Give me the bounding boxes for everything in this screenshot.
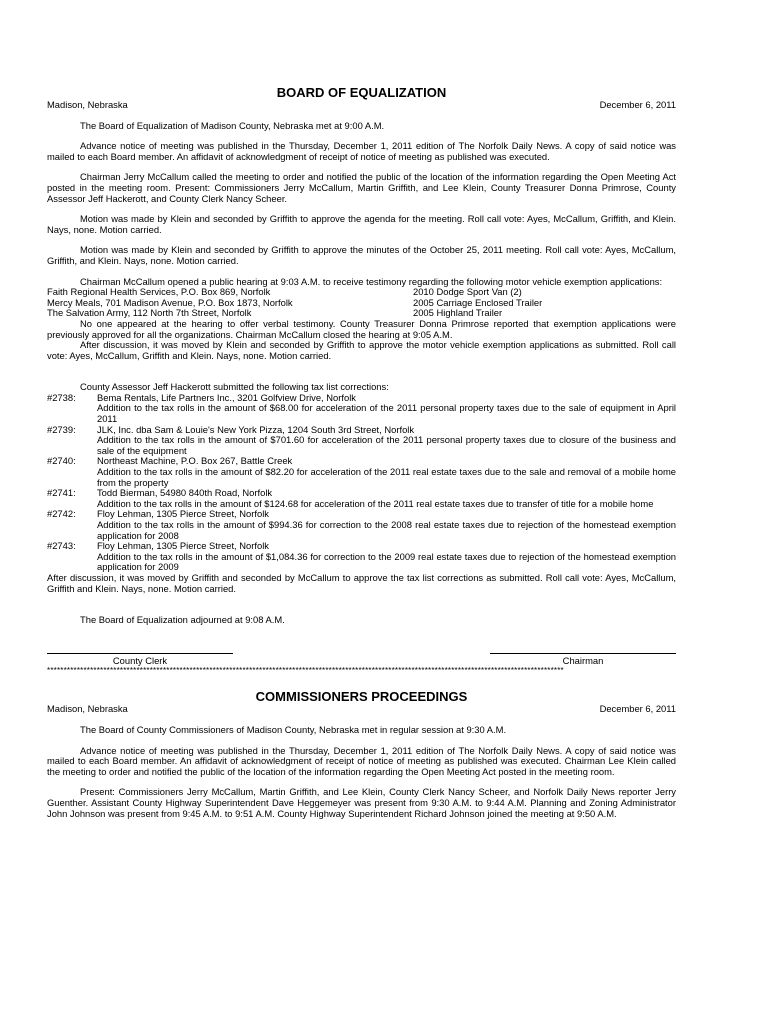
- application-org: The Salvation Army, 112 North 7th Street, Norfolk: [47, 307, 252, 319]
- boe-paragraph-1: The Board of Equalization of Madison County, Nebraska met at 9:00 A.M.: [80, 119, 385, 131]
- boe-paragraph-5: Motion was made by Klein and seconded by Griffith to approve the minutes of the October 25, 2011 meeting. Roll call vote: Ayes, McCallum, Griffith, and Klein. Nays, none. Motion carried.: [47, 244, 676, 266]
- exemption-applications-list: [47, 287, 676, 319]
- list-item: [47, 456, 676, 488]
- list-item: [47, 488, 676, 509]
- tax-corrections-list: [47, 393, 676, 573]
- correction-name: Todd Bierman, 54980 840th Road, Norfolk: [97, 487, 273, 499]
- cp-header-row: [47, 704, 676, 715]
- cp-paragraph-2: Advance notice of meeting was published in the Thursday, December 1, 2011 edition of The Norfolk Daily News. A copy of said notice was mailed to each Board member. An affidavit of acknowledgment of receipt of notice of meeting as published was executed. Chairman Lee Klein called the meeting to order and notified the public of the location of the information regarding the Open Meeting Act posted in the meeting room.: [47, 744, 676, 777]
- application-vehicle: 2005 Carriage Enclosed Trailer: [413, 296, 543, 308]
- correction-name: Bema Rentals, Life Partners Inc., 3201 Golfview Drive, Norfolk: [97, 391, 356, 403]
- correction-name: JLK, Inc. dba Sam & Louie's New York Pizza, 1204 South 3rd Street, Norfolk: [97, 423, 415, 435]
- cp-paragraph-1: The Board of County Commissioners of Madison County, Nebraska met in regular session at 9:30 A.M.: [80, 723, 507, 735]
- correction-detail: Addition to the tax rolls in the amount of $124.68 for acceleration of the 2011 real estate taxes due to transfer of title for a mobile home: [97, 497, 654, 509]
- boe-title: BOARD OF EQUALIZATION: [276, 85, 447, 100]
- cp-title: COMMISSIONERS PROCEEDINGS: [255, 689, 468, 705]
- application-org: Mercy Meals, 701 Madison Avenue, P.O. Box 1873, Norfolk: [47, 296, 293, 308]
- boe-paragraph-10: After discussion, it was moved by Griffith and seconded by McCallum to approve the tax list corrections as submitted. Roll call vote: Ayes, McCallum, Griffith and Klein. Nays, none. Motion carried.: [47, 571, 676, 594]
- correction-detail: Addition to the tax rolls in the amount of $82.20 for acceleration of the 2011 real estate taxes due to the sale and removal of a mobile home from the property: [97, 466, 676, 488]
- list-item: [47, 541, 676, 573]
- cp-location: Madison, Nebraska: [47, 703, 128, 715]
- application-vehicle: 2010 Dodge Sport Van (2): [413, 286, 522, 298]
- boe-header-row: [47, 100, 676, 111]
- list-item: [47, 509, 676, 541]
- correction-name: Floy Lehman, 1305 Pierce Street, Norfolk: [97, 508, 269, 520]
- correction-number: #2741:: [47, 487, 76, 499]
- correction-detail: Addition to the tax rolls in the amount of $994.36 for correction to the 2008 real estate taxes due to rejection of the homestead exemption application for 2008: [97, 519, 676, 541]
- signature-label: County Clerk: [112, 654, 168, 666]
- signature-label: Chairman: [562, 654, 604, 666]
- correction-number: #2740:: [47, 455, 76, 467]
- cp-paragraph-3: Present: Commissioners Jerry McCallum, Martin Griffith, and Lee Klein, County Clerk Nancy Scheer, and Norfolk Daily News reporter Jerry Guenther. Assistant County Highway Superintendent Dave Heggemeyer was present from 9:30 A.M. to 9:44 A.M. Planning and Zoning Administrator John Johnson was present from 9:45 A.M. to 9:51 A.M. County Highway Superintendent Richard Johnson joined the meeting at 9:50 A.M.: [47, 786, 676, 819]
- correction-detail: Addition to the tax rolls in the amount of $701.60 for acceleration of the 2011 personal property taxes due to closure of the business and sale of the equipment: [97, 434, 676, 456]
- list-item: [47, 393, 676, 425]
- document-page: [47, 86, 676, 819]
- correction-number: #2738:: [47, 391, 76, 403]
- application-org: Faith Regional Health Services, P.O. Box 869, Norfolk: [47, 286, 271, 298]
- signature-chairman: [490, 653, 676, 667]
- signature-line: [47, 653, 233, 654]
- boe-paragraph-7: No one appeared at the hearing to offer verbal testimony. County Treasurer Donna Primrose reported that exemption applications were previously approved for all the organizations. Chairman McCallum closed the hearing at 9:05 A.M.: [47, 317, 676, 340]
- signature-line: [490, 653, 676, 654]
- boe-paragraph-9: County Assessor Jeff Hackerott submitted the following tax list corrections:: [80, 381, 389, 393]
- signature-clerk: [47, 653, 233, 667]
- boe-paragraph-4: Motion was made by Klein and seconded by Griffith to approve the agenda for the meeting. Roll call vote: Ayes, McCallum, Griffith, and Klein. Nays, none. Motion carried.: [47, 213, 676, 235]
- list-item: [47, 425, 676, 457]
- correction-detail: Addition to the tax rolls in the amount of $68.00 for acceleration of the 2011 personal property taxes due to the sale of equipment in April 2011: [97, 402, 676, 425]
- correction-number: #2742:: [47, 508, 76, 520]
- boe-paragraph-8: After discussion, it was moved by Klein and seconded by Griffith to approve the motor vehicle exemption applications as submitted. Roll call vote: Ayes, McCallum, Griffith and Klein. Nays, none. Motion carried.: [47, 339, 676, 361]
- correction-number: #2739:: [47, 423, 76, 435]
- boe-paragraph-3: Chairman Jerry McCallum called the meeting to order and notified the public of the location of the information regarding the Open Meeting Act posted in the meeting room. Present: Commissioners Jerry McCallum, Martin Griffith, and Lee Klein, County Treasurer Donna Primrose, County Assessor Jeff Hackerott, and County Clerk Nancy Scheer.: [47, 171, 676, 204]
- boe-date: December 6, 2011: [599, 99, 676, 110]
- boe-paragraph-6: Chairman McCallum opened a public hearing at 9:03 A.M. to receive testimony regarding the following motor vehicle exemption applications:: [80, 275, 663, 287]
- boe-adjourn: The Board of Equalization adjourned at 9:08 A.M.: [80, 614, 285, 626]
- section-separator: ************************************************************************************************************************************************************: [47, 666, 564, 676]
- signature-row: [47, 653, 676, 667]
- correction-name: Northeast Machine, P.O. Box 267, Battle Creek: [97, 455, 293, 467]
- correction-number: #2743:: [47, 540, 76, 552]
- correction-detail: Addition to the tax rolls in the amount of $1,084.36 for correction to the 2009 real estate taxes due to rejection of the homestead exemption application for 2009: [97, 550, 676, 573]
- boe-paragraph-2: Advance notice of meeting was published in the Thursday, December 1, 2011 edition of The Norfolk Daily News. A copy of said notice was mailed to each Board member. An affidavit of acknowledgment of receipt of notice of meeting as published was executed.: [47, 140, 676, 162]
- application-vehicle: 2005 Highland Trailer: [413, 307, 503, 319]
- boe-location: Madison, Nebraska: [47, 99, 128, 110]
- correction-name: Floy Lehman, 1305 Pierce Street, Norfolk: [97, 540, 269, 552]
- cp-date: December 6, 2011: [599, 703, 676, 715]
